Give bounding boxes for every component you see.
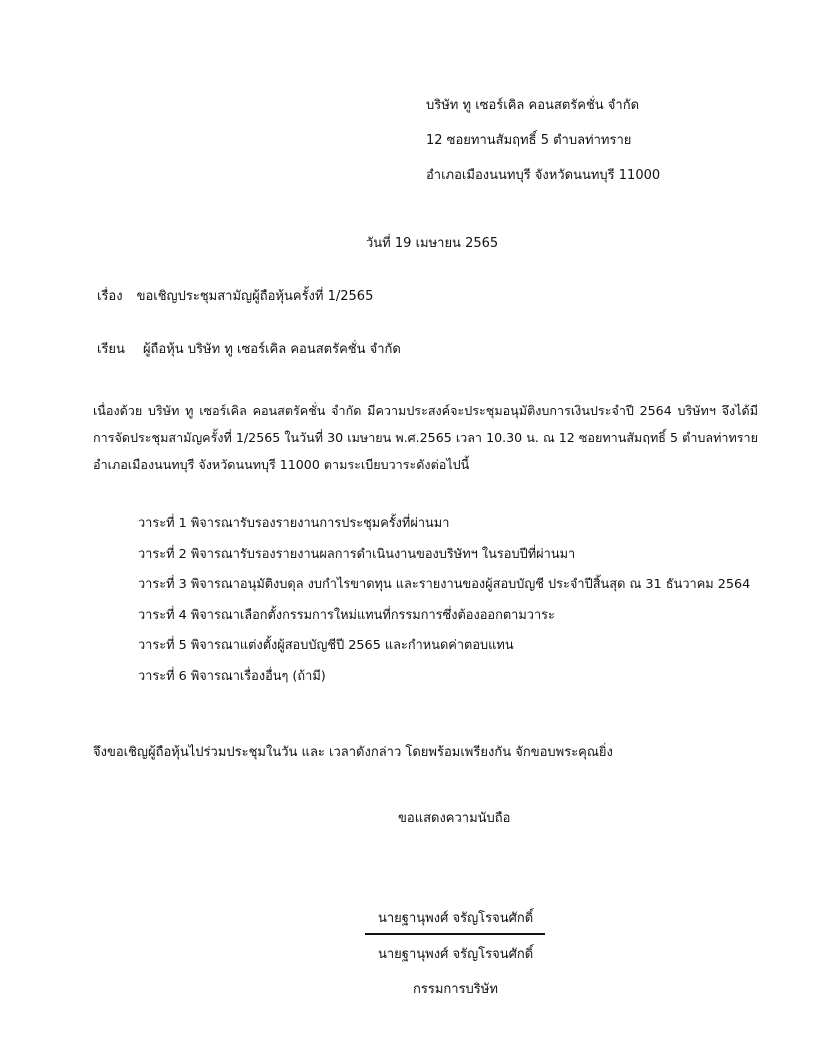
subject-text: ขอเชิญประชุมสามัญผู้ถือหุ้นครั้งที่ 1/2565	[136, 289, 374, 304]
agenda-item: วาระที่ 1 พิจารณารับรองรายงานการประชุมครั้งที่ผ่านมา	[138, 516, 450, 531]
letter-date: วันที่ 19 เมษายน 2565	[366, 236, 499, 251]
agenda-list	[138, 515, 750, 699]
recipient-line	[97, 341, 401, 359]
closing-paragraph: จึงขอเชิญผู้ถือหุ้นไปร่วมประชุมในวัน และ เวลาดังกล่าว โดยพร้อมเพรียงกัน จักขอบพระคุณยิ่ง	[93, 745, 613, 760]
signatory-printed-name: นายฐานุพงศ์ จรัญโรจนศักดิ์	[378, 947, 534, 962]
agenda-item: วาระที่ 5 พิจารณาแต่งตั้งผู้สอบบัญชีปี 2565 และกำหนดค่าตอบแทน	[138, 638, 514, 654]
signatory-title: กรรมการบริษัท	[413, 982, 498, 997]
intro-paragraph: เนื่องด้วย บริษัท ทู เซอร์เคิล คอนสตรัคชั่น จำกัด มีความประสงค์จะประชุมอนุมัติงบการเงินประจำปี 2564 บริษัทฯ จึงได้มีการจัดประชุมสามัญครั้งที่ 1/2565 ในวันที่ 30 เมษายน พ.ศ.2565 เวลา 10.30 น. ณ 12 ซอยทานสัมฤทธิ์ 5 ตำบลท่าทราย อำเภอเมืองนนทบุรี จังหวัดนนทบุรี 11000 ตามระเบียบวาระดังต่อไปนี้	[93, 403, 758, 472]
signature-handwritten-name: นายฐานุพงศ์ จรัญโรจนศักดิ์	[378, 911, 534, 926]
sender-company: บริษัท ทู เซอร์เคิล คอนสตรัคชั่น จำกัด	[426, 98, 640, 113]
agenda-item: วาระที่ 2 พิจารณารับรองรายงานผลการดำเนินงานของบริษัทฯ ในรอบปีที่ผ่านมา	[138, 546, 576, 562]
recipient-text: ผู้ถือหุ้น บริษัท ทู เซอร์เคิล คอนสตรัคชั่น จำกัด	[142, 342, 401, 357]
agenda-item: วาระที่ 4 พิจารณาเลือกตั้งกรรมการใหม่แทนที่กรรมการซึ่งต้องออกตามวาระ	[138, 607, 555, 623]
sender-address-line-1: 12 ซอยทานสัมฤทธิ์ 5 ตำบลท่าทราย	[426, 133, 632, 148]
agenda-item: วาระที่ 6 พิจารณาเรื่องอื่นๆ (ถ้ามี)	[138, 668, 326, 684]
subject-label: เรื่อง	[97, 289, 123, 304]
agenda-item: วาระที่ 3 พิจารณาอนุมัติงบดุล งบกำไรขาดทุน และรายงานของผู้สอบบัญชี ประจำปีสิ้นสุด ณ 31 ธันวาคม 2564	[138, 577, 751, 593]
subject-line	[97, 288, 373, 306]
sender-address-line-2: อำเภอเมืองนนทบุรี จังหวัดนนทบุรี 11000	[426, 168, 661, 183]
recipient-label: เรียน	[97, 342, 125, 357]
complimentary-close: ขอแสดงความนับถือ	[398, 811, 511, 826]
signature-line	[365, 933, 545, 935]
